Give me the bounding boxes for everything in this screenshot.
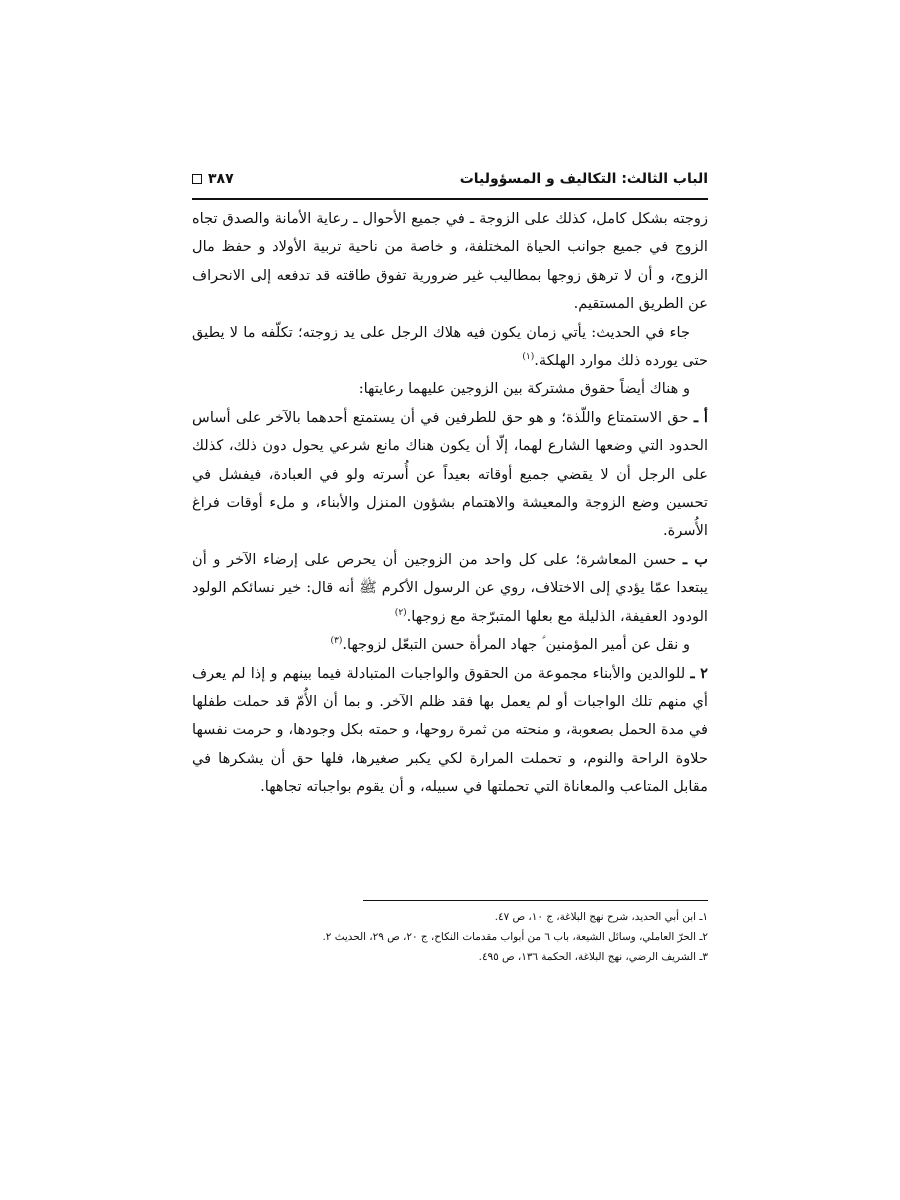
footnote: ١ـ ابن أبي الحديد، شرح نهج البلاغة، ج ١٠، ص ٤٧.	[494, 911, 708, 923]
item-marker: أ ـ	[693, 408, 708, 426]
paragraph-text: و هناك أيضاً حقوق مشتركة بين الزوجين عليهما رعايتها:	[358, 380, 690, 398]
paragraph-text: للوالدين والأبناء مجموعة من الحقوق والواجبات المتبادلة فيما بينهم و إذا لم يعرف أي منهم تلك الواجبات أو لم يعمل بها فقد ظلم الآخر. و بما أن الأُمّ قد حملت طفلها في مدة الحمل بصعوبة، و منحته من ثمرة روحها، و حمته بكل وجودها، و حرمت نفسها حلاوة الراحة والنوم، و تحملت المرارة لكي يكبر صغيرها، فلها حق أن يشكرها في مقابل المتاعب والمعاناة التي تحملتها في سبيله، و أن يقوم بواجباته تجاهها.	[192, 664, 708, 796]
item-marker: ب ـ	[682, 550, 708, 568]
footnote: ٢ـ الحرّ العاملي، وسائل الشيعة، باب ٦ من أبواب مقدمات النكاح، ج ٢٠، ص ٢٩، الحديث ٢.	[322, 931, 708, 943]
footnote-divider	[363, 900, 708, 901]
footnote-reference: (٣)	[330, 636, 343, 647]
square-outline-icon	[192, 174, 202, 184]
paragraph	[192, 205, 708, 319]
footnote: ٣ـ الشريف الرضي، نهج البلاغة، الحكمة ١٣٦، ص ٤٩٥.	[478, 951, 708, 963]
running-header	[192, 165, 708, 193]
book-page	[192, 165, 708, 985]
item-marker: ٢ ـ	[690, 664, 709, 682]
body-text	[192, 205, 708, 802]
list-item	[192, 404, 708, 546]
paragraph	[192, 631, 708, 659]
paragraph-text: زوجته بشكل كامل، كذلك على الزوجة ـ في جميع الأحوال ـ رعاية الأمانة والصدق تجاه الزوج في جميع جوانب الحياة المختلفة، و خاصة من ناحية تربية الأولاد و حفظ مال الزوج، و أن لا ترهق زوجها بمطاليب غير ضرورية تفوق طاقته قد تدفعه إلى الانحراف عن الطريق المستقيم.	[192, 210, 708, 313]
paragraph	[192, 319, 708, 376]
list-item	[192, 660, 708, 802]
footnote-reference: (٢)	[394, 607, 407, 618]
footnote-reference: (١)	[522, 352, 535, 363]
paragraph	[192, 375, 708, 403]
page-number-group	[192, 171, 234, 187]
paragraph-text: جاء في الحديث: يأتي زمان يكون فيه هلاك الرجل على يد زوجته؛ تكلّفه ما لا يطيق حتى يورده ذلك موارد الهلكة.	[192, 323, 708, 370]
paragraph-text: حق الاستمتاع واللّذة؛ و هو حق للطرفين في أن يستمتع أحدهما بالآخر على أساس الحدود التي وضعها الشارع لهما، إلّا أن يكون هناك مانع شرعي يحول دون ذلك، كذلك على الرجل أن لا يقضي جميع أوقاته بعيداً عن أُسرته ولو في العبادة، فيفشل في تحسين وضع الزوجة والمعيشة والاهتمام بشؤون المنزل والأبناء، و ملء أوقات فراغ الأُسرة.	[192, 408, 708, 540]
list-item	[192, 546, 708, 631]
paragraph-text: و نقل عن أمير المؤمنين ؑ جهاد المرأة حسن التبعّل لزوجها.	[342, 636, 690, 654]
footnotes	[192, 907, 708, 967]
paragraph-text: حسن المعاشرة؛ على كل واحد من الزوجين أن يحرص على إرضاء الآخر و أن يبتعدا عمّا يؤدي إلى الاختلاف، روي عن الرسول الأكرم ﷺ أنه قال: خير نسائكم الولود الودود العفيفة، الذليلة مع بعلها المتبرّجة مع زوجها.	[192, 550, 708, 625]
page-number: ٣٨٧	[208, 171, 234, 187]
header-divider	[192, 198, 708, 200]
chapter-title: الباب الثالث: التكاليف و المسؤوليات	[459, 171, 708, 187]
